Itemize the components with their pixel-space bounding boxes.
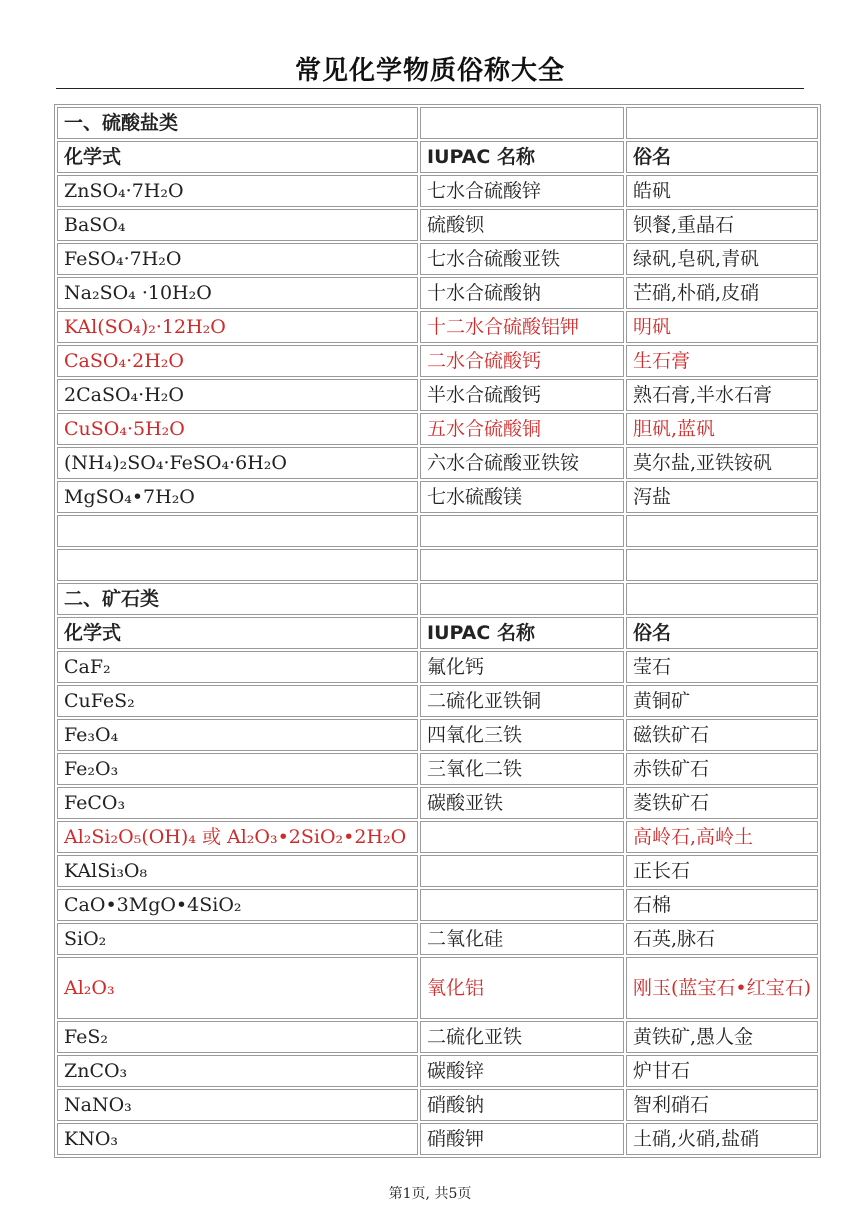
section-heading-row — [57, 583, 818, 615]
table-row — [57, 175, 818, 207]
common-name-cell: 胆矾,蓝矾 — [626, 413, 818, 445]
table-row — [57, 447, 818, 479]
table-row — [57, 311, 818, 343]
column-header-row — [57, 141, 818, 173]
formula-cell: KAlSi₃O₈ — [57, 855, 418, 887]
page-footer: 第1页, 共5页 — [388, 1186, 472, 1202]
page-title: 常见化学物质俗称大全 — [294, 56, 565, 86]
column-header-iupac: IUPAC 名称 — [420, 141, 624, 173]
formula-cell: SiO₂ — [57, 923, 418, 955]
common-name-cell: 智利硝石 — [626, 1089, 818, 1121]
formula-cell: Fe₂O₃ — [57, 753, 418, 785]
table-row — [57, 1123, 818, 1155]
empty-cell — [626, 515, 818, 547]
section-heading: 二、矿石类 — [57, 583, 418, 615]
table-row — [57, 889, 818, 921]
column-header-formula: 化学式 — [57, 141, 418, 173]
common-name-cell: 明矾 — [626, 311, 818, 343]
table-row — [57, 243, 818, 275]
common-name-cell: 石英,脉石 — [626, 923, 818, 955]
empty-cell — [420, 107, 624, 139]
common-name-cell: 黄铜矿 — [626, 685, 818, 717]
common-name-cell: 泻盐 — [626, 481, 818, 513]
table-row — [57, 719, 818, 751]
formula-cell: (NH₄)₂SO₄·FeSO₄·6H₂O — [57, 447, 418, 479]
empty-row — [57, 549, 818, 581]
table-row — [57, 923, 818, 955]
formula-cell: 2CaSO₄·H₂O — [57, 379, 418, 411]
common-name-cell: 赤铁矿石 — [626, 753, 818, 785]
table-row — [57, 787, 818, 819]
formula-cell: CaO•3MgO•4SiO₂ — [57, 889, 418, 921]
table-row — [57, 651, 818, 683]
formula-cell: Na₂SO₄ ·10H₂O — [57, 277, 418, 309]
iupac-name-cell: 四氧化三铁 — [420, 719, 624, 751]
iupac-name-cell: 七水合硫酸锌 — [420, 175, 624, 207]
formula-cell: FeS₂ — [57, 1021, 418, 1053]
iupac-name-cell — [420, 889, 624, 921]
empty-cell — [626, 583, 818, 615]
common-name-cell: 莫尔盐,亚铁铵矾 — [626, 447, 818, 479]
iupac-name-cell: 二氧化硅 — [420, 923, 624, 955]
title-divider — [56, 88, 804, 89]
formula-cell: FeSO₄·7H₂O — [57, 243, 418, 275]
empty-cell — [420, 583, 624, 615]
table-row — [57, 957, 818, 1019]
empty-cell — [57, 515, 418, 547]
iupac-name-cell: 七水硫酸镁 — [420, 481, 624, 513]
iupac-name-cell: 十二水合硫酸铝钾 — [420, 311, 624, 343]
common-name-cell: 绿矾,皂矾,青矾 — [626, 243, 818, 275]
iupac-name-cell: 硫酸钡 — [420, 209, 624, 241]
formula-cell: FeCO₃ — [57, 787, 418, 819]
formula-cell: KNO₃ — [57, 1123, 418, 1155]
common-name-cell: 高岭石,高岭土 — [626, 821, 818, 853]
formula-cell: NaNO₃ — [57, 1089, 418, 1121]
iupac-name-cell: 十水合硫酸钠 — [420, 277, 624, 309]
table-row — [57, 379, 818, 411]
iupac-name-cell: 二硫化亚铁 — [420, 1021, 624, 1053]
iupac-name-cell — [420, 821, 624, 853]
common-name-cell: 磁铁矿石 — [626, 719, 818, 751]
formula-cell: ZnCO₃ — [57, 1055, 418, 1087]
iupac-name-cell: 六水合硫酸亚铁铵 — [420, 447, 624, 479]
common-name-cell: 莹石 — [626, 651, 818, 683]
table-row — [57, 345, 818, 377]
common-name-cell: 刚玉(蓝宝石•红宝石) — [626, 957, 818, 1019]
table-row — [57, 855, 818, 887]
column-header-common-name: 俗名 — [626, 141, 818, 173]
iupac-name-cell: 五水合硫酸铜 — [420, 413, 624, 445]
formula-cell: CuSO₄·5H₂O — [57, 413, 418, 445]
formula-cell: CaF₂ — [57, 651, 418, 683]
formula-cell: BaSO₄ — [57, 209, 418, 241]
table-row — [57, 685, 818, 717]
common-name-cell: 芒硝,朴硝,皮硝 — [626, 277, 818, 309]
iupac-name-cell: 半水合硫酸钙 — [420, 379, 624, 411]
table-row — [57, 481, 818, 513]
iupac-name-cell: 碳酸锌 — [420, 1055, 624, 1087]
column-header-row — [57, 617, 818, 649]
common-name-cell: 土硝,火硝,盐硝 — [626, 1123, 818, 1155]
formula-cell: Fe₃O₄ — [57, 719, 418, 751]
formula-cell: KAl(SO₄)₂·12H₂O — [57, 311, 418, 343]
common-name-cell: 石棉 — [626, 889, 818, 921]
iupac-name-cell: 二硫化亚铁铜 — [420, 685, 624, 717]
section-heading-row — [57, 107, 818, 139]
empty-cell — [420, 549, 624, 581]
iupac-name-cell: 三氧化二铁 — [420, 753, 624, 785]
formula-cell: CaSO₄·2H₂O — [57, 345, 418, 377]
iupac-name-cell: 硝酸钾 — [420, 1123, 624, 1155]
iupac-name-cell: 二水合硫酸钙 — [420, 345, 624, 377]
table-row — [57, 209, 818, 241]
column-header-formula: 化学式 — [57, 617, 418, 649]
iupac-name-cell: 七水合硫酸亚铁 — [420, 243, 624, 275]
column-header-common-name: 俗名 — [626, 617, 818, 649]
iupac-name-cell: 氧化铝 — [420, 957, 624, 1019]
column-header-iupac: IUPAC 名称 — [420, 617, 624, 649]
iupac-name-cell: 硝酸钠 — [420, 1089, 624, 1121]
common-name-cell: 皓矾 — [626, 175, 818, 207]
section-heading: 一、硫酸盐类 — [57, 107, 418, 139]
common-name-cell: 炉甘石 — [626, 1055, 818, 1087]
empty-cell — [57, 549, 418, 581]
common-name-cell: 菱铁矿石 — [626, 787, 818, 819]
common-name-cell: 熟石膏,半水石膏 — [626, 379, 818, 411]
iupac-name-cell — [420, 855, 624, 887]
common-name-cell: 钡餐,重晶石 — [626, 209, 818, 241]
table-row — [57, 1021, 818, 1053]
table-row — [57, 1055, 818, 1087]
formula-cell: ZnSO₄·7H₂O — [57, 175, 418, 207]
formula-cell: CuFeS₂ — [57, 685, 418, 717]
table-body — [57, 107, 818, 1155]
common-name-cell: 黄铁矿,愚人金 — [626, 1021, 818, 1053]
table-row — [57, 1089, 818, 1121]
table-row — [57, 753, 818, 785]
table-row — [57, 277, 818, 309]
iupac-name-cell: 氟化钙 — [420, 651, 624, 683]
chemicals-table — [54, 104, 821, 1158]
common-name-cell: 生石膏 — [626, 345, 818, 377]
empty-row — [57, 515, 818, 547]
table-row — [57, 413, 818, 445]
formula-cell: Al₂O₃ — [57, 957, 418, 1019]
empty-cell — [626, 549, 818, 581]
empty-cell — [626, 107, 818, 139]
table-row — [57, 821, 818, 853]
formula-cell: MgSO₄•7H₂O — [57, 481, 418, 513]
common-name-cell: 正长石 — [626, 855, 818, 887]
iupac-name-cell: 碳酸亚铁 — [420, 787, 624, 819]
empty-cell — [420, 515, 624, 547]
formula-cell: Al₂Si₂O₅(OH)₄ 或 Al₂O₃•2SiO₂•2H₂O — [57, 821, 418, 853]
